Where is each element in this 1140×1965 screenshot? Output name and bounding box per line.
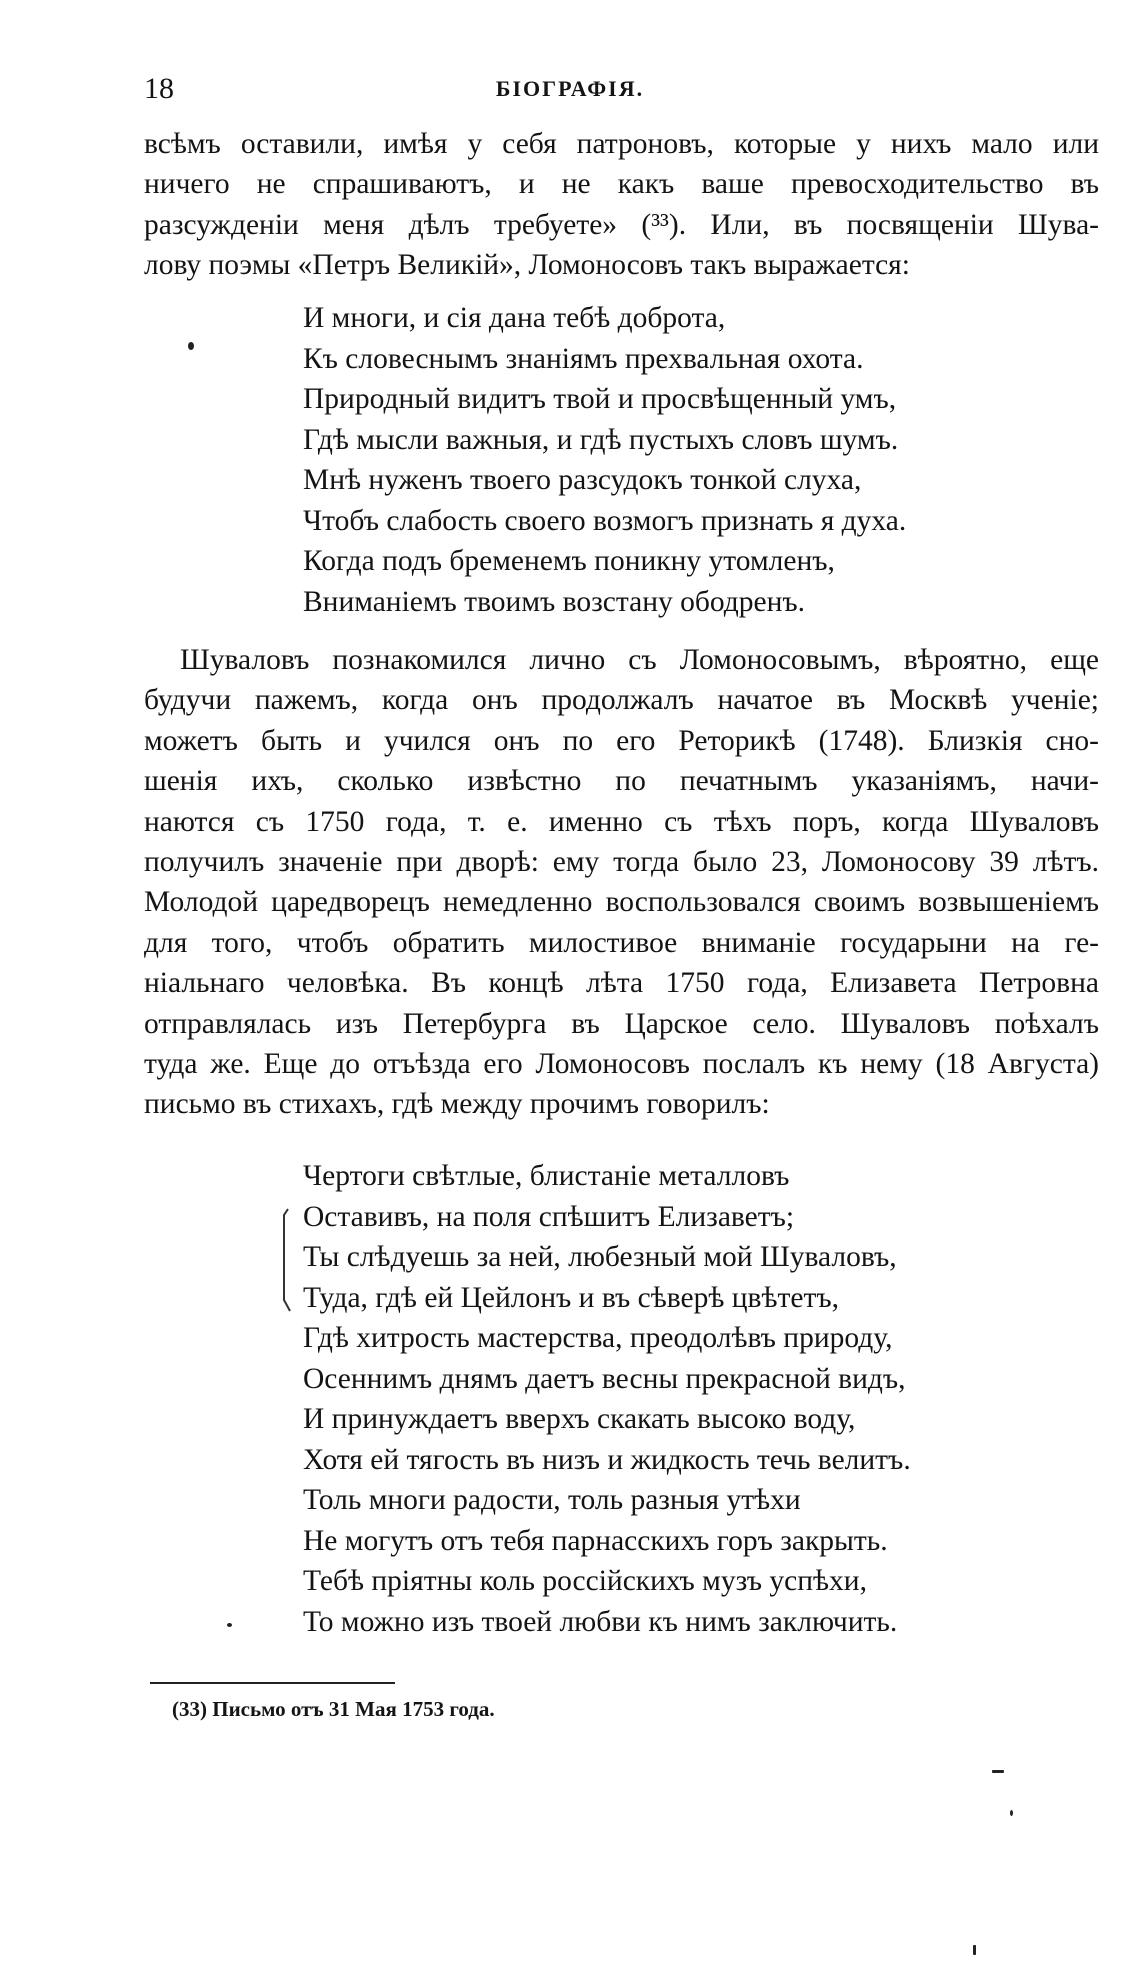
ink-speck (188, 342, 194, 350)
text-line: наются съ 1750 года, т. е. именно съ тѣхъ поръ, когда Шуваловъ (144, 805, 1099, 838)
text-line: всѣмъ оставили, имѣя у себя патроновъ, которые у нихъ мало или (144, 128, 1099, 160)
verse-line: Когда подъ бременемъ поникну утомленъ, (303, 545, 835, 577)
verse-quote-2 (303, 1156, 911, 1642)
verse-line: Гдѣ мысли важныя, и гдѣ пустыхъ словъ шумъ. (303, 423, 899, 456)
verse-line: Гдѣ хитрость мастерства, преодолѣвъ природу, (303, 1322, 893, 1354)
ink-speck (992, 1770, 1004, 1773)
verse-line: И многи, и сія дана тебѣ доброта, (303, 302, 726, 334)
verse-line: Къ словеснымъ знаніямъ прехвальная охота. (303, 342, 864, 375)
footnote: (33) Письмо отъ 31 Мая 1753 года. (172, 1697, 495, 1721)
ink-speck (1010, 1810, 1013, 1816)
verse-line: Толь многи радости, толь разныя утѣхи (303, 1484, 801, 1516)
verse-line: Чертоги свѣтлые, блистаніе металловъ (303, 1160, 790, 1192)
ink-speck (227, 1623, 232, 1627)
verse-line: Тебѣ пріятны коль россійскихъ музъ успѣхи, (303, 1565, 867, 1597)
text-line: шенія ихъ, сколько извѣстно по печатнымъ указаніямъ, начи- (144, 765, 1099, 798)
verse-line: Хотя ей тягость въ низъ и жидкость течь велитъ. (303, 1443, 911, 1476)
verse-quote-1 (303, 298, 906, 622)
verse-line: То можно изъ твоей любви къ нимъ заключить. (303, 1605, 898, 1638)
verse-line: И принуждаетъ вверхъ скакать высоко воду, (303, 1403, 856, 1435)
verse-line: Осеннимъ днямъ даетъ весны прекрасной видъ, (303, 1362, 906, 1395)
paragraph-1 (144, 124, 1099, 286)
paragraph-2 (144, 640, 1099, 1125)
text-line: Молодой царедворецъ немедленно воспользовался своимъ возвышеніемъ (144, 886, 1099, 919)
text-line: туда же. Еще до отъѣзда его Ломоносовъ послалъ къ нему (18 Августа) (144, 1047, 1099, 1080)
verse-line: Природный видитъ твой и просвѣщенный умъ, (303, 383, 897, 415)
text-line: для того, чтобъ обратить милостивое вниманіе государыни на ге- (144, 926, 1099, 959)
verse-line: Туда, гдѣ ей Цейлонъ и въ сѣверѣ цвѣтетъ, (303, 1281, 839, 1314)
text-line: будучи пажемъ, когда онъ продолжалъ начатое въ Москвѣ ученіе; (144, 684, 1099, 717)
text-line: отправлялась изъ Петербурга въ Царское село. Шуваловъ поѣхалъ (144, 1007, 1099, 1040)
verse-line: Не могутъ отъ тебя парнасскихъ горъ закрыть. (303, 1524, 888, 1557)
text-line: письмо въ стихахъ, гдѣ между прочимъ говорилъ: (144, 1088, 770, 1121)
ink-speck (973, 1945, 976, 1955)
running-head: БІОГРАФІЯ. (495, 76, 645, 101)
text-line: ніальнаго человѣка. Въ концѣ лѣта 1750 года, Елизавета Петровна (144, 967, 1099, 1000)
footnote-rule (150, 1682, 395, 1684)
page-number: 18 (144, 72, 174, 105)
text-line: Шуваловъ познакомился лично съ Ломоносовымъ, вѣроятно, еще (180, 644, 1099, 676)
margin-bracket-mark (280, 1205, 294, 1315)
verse-line: Мнѣ нуженъ твоего разсудокъ тонкой слуха, (303, 464, 862, 496)
verse-line: Вниманіемъ твоимъ возстану ободренъ. (303, 585, 806, 618)
text-line: лову поэмы «Петръ Великій», Ломоносовъ такъ выражается: (144, 249, 910, 282)
text-line: получилъ значеніе при дворѣ: ему тогда было 23, Ломоносову 39 лѣтъ. (144, 845, 1099, 878)
verse-line: Оставивъ, на поля спѣшитъ Елизаветъ; (303, 1200, 795, 1233)
verse-line: Чтобъ слабость своего возмогъ признать я духа. (303, 504, 907, 537)
text-line: разсужденіи меня дѣлъ требуете» (³³). Или, въ посвященіи Шува- (144, 208, 1099, 241)
text-line: ничего не спрашиваютъ, и не какъ ваше превосходительство въ (144, 168, 1099, 201)
verse-line: Ты слѣдуешь за ней, любезный мой Шуваловъ, (303, 1241, 897, 1273)
text-line: можетъ быть и учился онъ по его Реторикѣ (1748). Близкія сно- (144, 724, 1099, 757)
